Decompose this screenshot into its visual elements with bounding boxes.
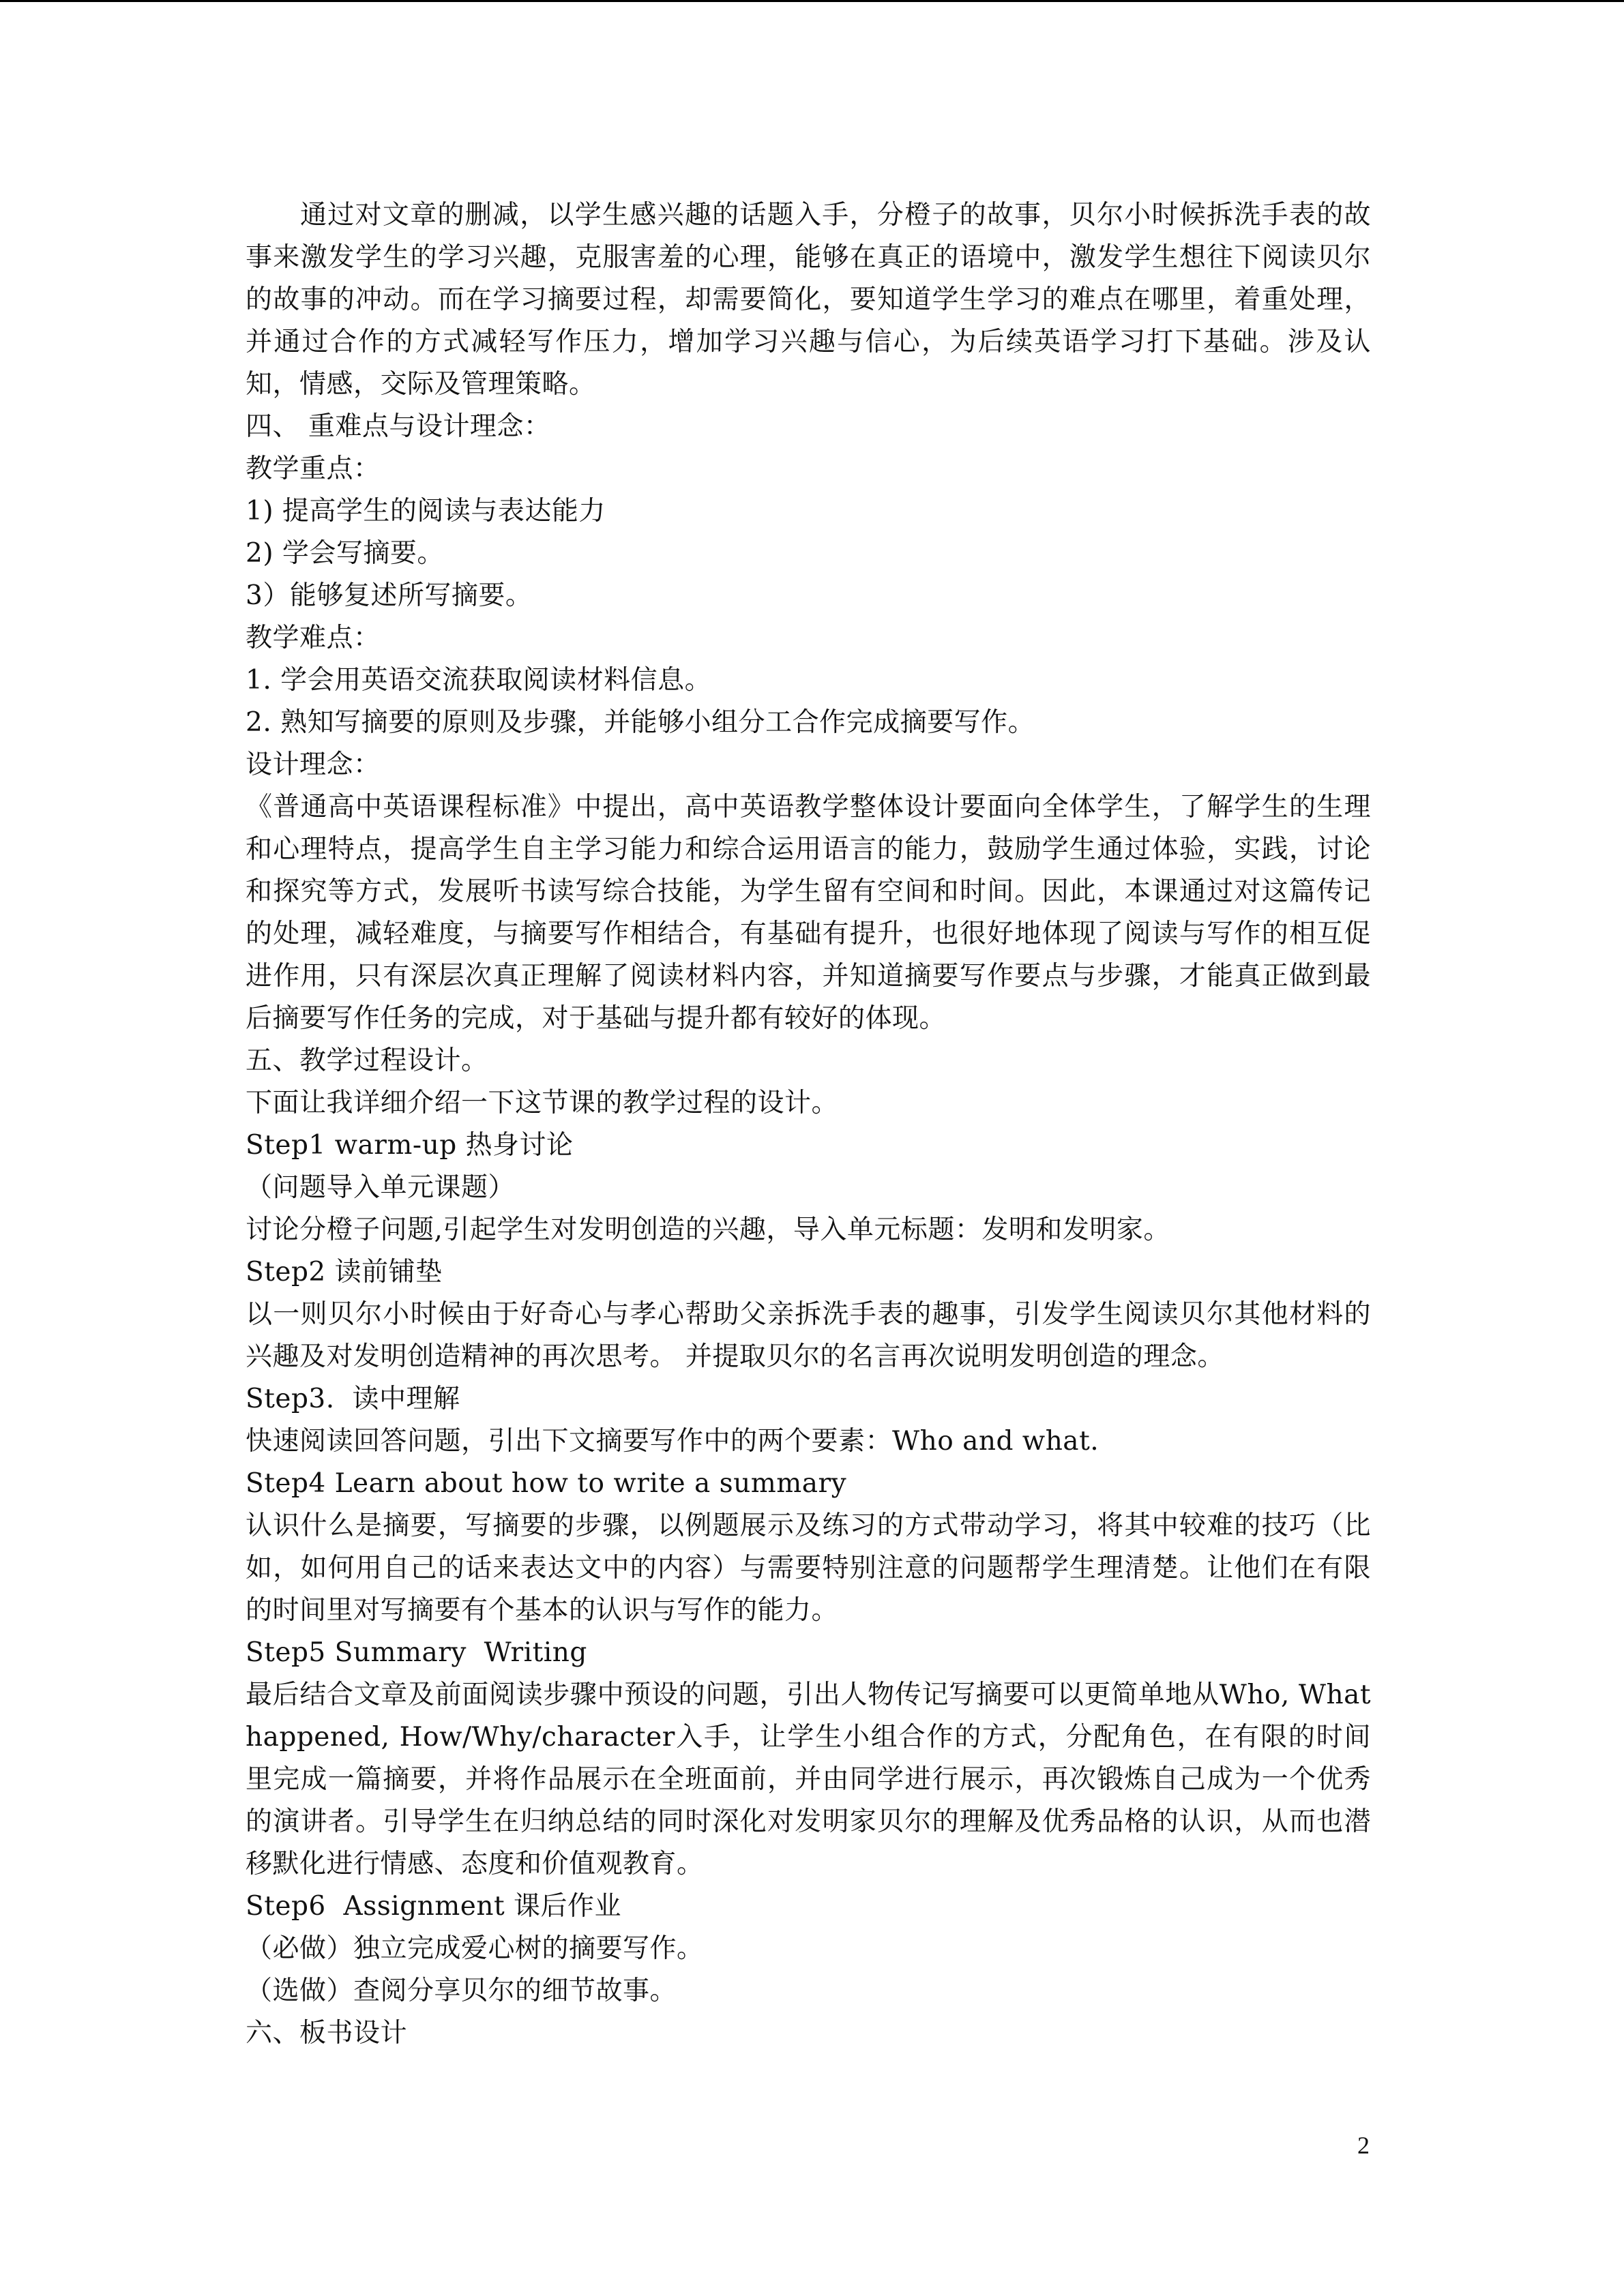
document-body — [246, 194, 1371, 2055]
section-heading-6: 六、板书设计 — [246, 2018, 408, 2048]
difficulty-item: 2. 熟知写摘要的原则及步骤，并能够小组分工合作完成摘要写作。 — [246, 707, 1035, 738]
top-border-rule — [0, 0, 1624, 2]
step1-text: 讨论分橙子问题,引起学生对发明创造的兴趣，导入单元标题：发明和发明家。 — [246, 1214, 1170, 1245]
design-concept-heading: 设计理念： — [246, 749, 381, 780]
step6-required-task: （必做）独立完成爱心树的摘要写作。 — [246, 1933, 704, 1964]
key-points-heading: 教学重点： — [246, 453, 381, 484]
design-concept-paragraph: 《普通高中英语课程标准》中提出，高中英语教学整体设计要面向全体学生，了解学生的生理和心理特点，提高学生自主学习能力和综合运用语言的能力，鼓励学生通过体验，实践，讨论和探究等方式，发展听书读写综合技能，为学生留有空间和时间。因此，本课通过对这篇传记的处理，减轻难度，与摘要写作相结合，有基础有提升，也很好地体现了阅读与写作的相互促进作用，只有深层次真正理解了阅读材料内容，并知道摘要写作要点与步骤，才能真正做到最后摘要写作任务的完成，对于基础与提升都有较好的体现。 — [246, 792, 1371, 1034]
intro-paragraph: 通过对文章的删减，以学生感兴趣的话题入手，分橙子的故事，贝尔小时候拆洗手表的故事来激发学生的学习兴趣，克服害羞的心理，能够在真正的语境中，激发学生想往下阅读贝尔的故事的冲动。而在学习摘要过程，却需要简化，要知道学生学习的难点在哪里，着重处理，并通过合作的方式减轻写作压力，增加学习兴趣与信心，为后续英语学习打下基础。涉及认知，情感，交际及管理策略。 — [246, 200, 1371, 400]
step1-heading: Step1 warm-up 热身讨论 — [246, 1130, 574, 1161]
step2-text: 以一则贝尔小时候由于好奇心与孝心帮助父亲拆洗手表的趣事，引发学生阅读贝尔其他材料的兴趣及对发明创造精神的再次思考。 并提取贝尔的名言再次说明发明创造的理念。 — [246, 1299, 1371, 1372]
difficulties-heading: 教学难点： — [246, 623, 381, 653]
key-point-item: 2) 学会写摘要。 — [246, 538, 444, 569]
key-point-item: 1) 提高学生的阅读与表达能力 — [246, 496, 606, 526]
step6-optional-task: （选做）查阅分享贝尔的细节故事。 — [246, 1976, 677, 2006]
step4-heading: Step4 Learn about how to write a summary — [246, 1468, 847, 1499]
section-heading-4: 四、 重难点与设计理念： — [246, 411, 551, 442]
step5-heading: Step5 Summary Writing — [246, 1637, 587, 1668]
page-number: 2 — [1357, 2132, 1370, 2159]
key-point-item: 3）能够复述所写摘要。 — [246, 580, 533, 611]
section-5-intro: 下面让我详细介绍一下这节课的教学过程的设计。 — [246, 1088, 839, 1118]
difficulty-item: 1. 学会用英语交流获取阅读材料信息。 — [246, 665, 712, 696]
step5-text: 最后结合文章及前面阅读步骤中预设的问题，引出人物传记写摘要可以更简单地从Who, What happened, How/Why/character入手，让学生小组合作的方式，分配角色，在有限的时间里完成一篇摘要，并将作品展示在全班面前，并由同学进行展示，再次锻炼自己成为一个优秀的演讲者。引导学生在归纳总结的同时深化对发明家贝尔的理解及优秀品格的认识，从而也潜移默化进行情感、态度和价值观教育。 — [246, 1680, 1371, 1879]
step6-heading: Step6 Assignment 课后作业 — [246, 1891, 622, 1922]
step1-subheading: （问题导入单元课题） — [246, 1172, 516, 1203]
section-heading-5: 五、教学过程设计。 — [246, 1045, 488, 1076]
step3-text: 快速阅读回答问题，引出下文摘要写作中的两个要素：Who and what. — [246, 1426, 1099, 1457]
step2-heading: Step2 读前铺垫 — [246, 1257, 443, 1287]
step3-heading: Step3. 读中理解 — [246, 1384, 460, 1414]
step4-text: 认识什么是摘要，写摘要的步骤，以例题展示及练习的方式带动学习，将其中较难的技巧（比如，如何用自己的话来表达文中的内容）与需要特别注意的问题帮学生理清楚。让他们在有限的时间里对写摘要有个基本的认识与写作的能力。 — [246, 1510, 1371, 1626]
